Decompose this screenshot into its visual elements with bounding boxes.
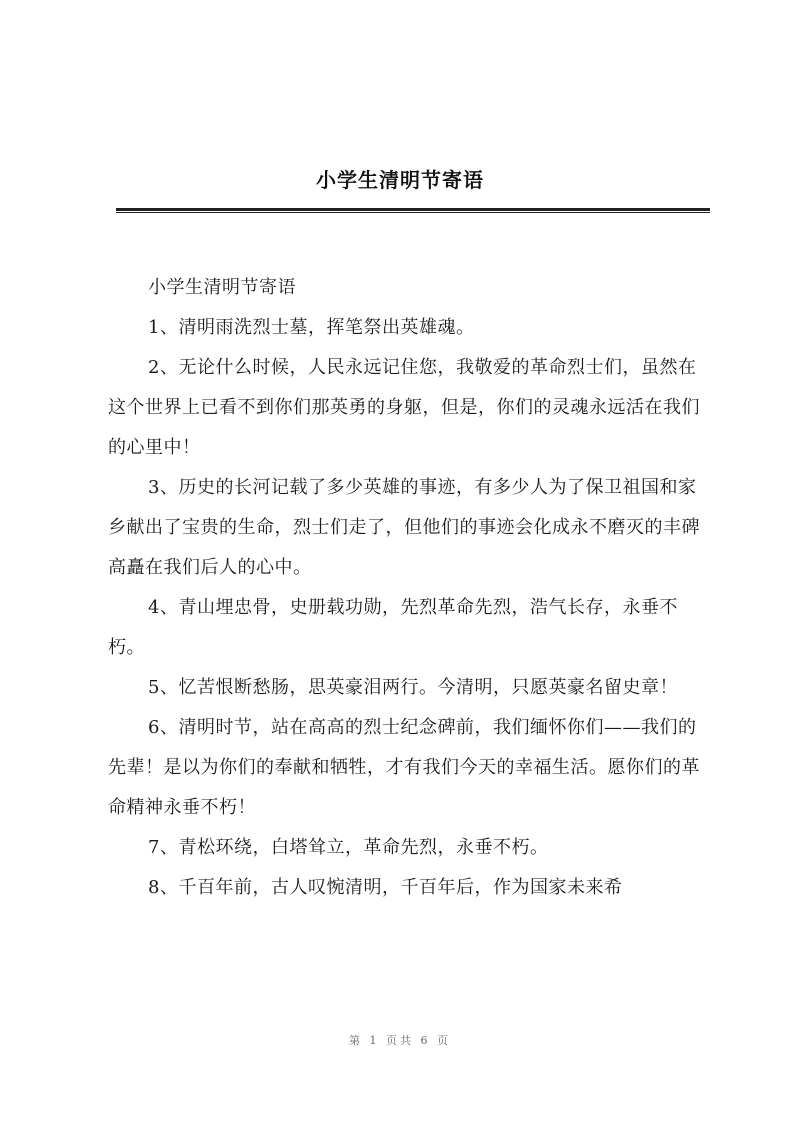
paragraph-5: 5、忆苦恨断愁肠，思英豪泪两行。今清明，只愿英豪名留史章！ bbox=[148, 677, 678, 698]
document-body bbox=[108, 268, 712, 908]
paragraph-3: 3、历史的长河记载了多少英雄的事迹，有多少人为了保卫祖国和家乡献出了宝贵的生命，烈士们走了，但他们的事迹会化成永不磨灭的丰碑高矗在我们后人的心中。 bbox=[108, 477, 700, 578]
paragraph-4: 4、青山埋忠骨，史册载功勋，先烈革命先烈，浩气长存，永垂不朽。 bbox=[108, 597, 678, 658]
title-divider bbox=[116, 208, 710, 213]
paragraph-7: 7、青松环绕，白塔耸立，革命先烈，永垂不朽。 bbox=[148, 837, 549, 858]
paragraph-8: 8、千百年前，古人叹惋清明，千百年后，作为国家未来希 bbox=[148, 877, 623, 898]
paragraph-6: 6、清明时节，站在高高的烈士纪念碑前，我们缅怀你们——我们的先辈！是以为你们的奉献和牺牲，才有我们今天的幸福生活。愿你们的革命精神永垂不朽！ bbox=[108, 717, 700, 818]
paragraph-heading: 小学生清明节寄语 bbox=[148, 277, 296, 298]
paragraph-2: 2、无论什么时候，人民永远记住您，我敬爱的革命烈士们，虽然在这个世界上已看不到你们那英勇的身躯，但是，你们的灵魂永远活在我们的心里中！ bbox=[108, 357, 700, 458]
paragraph-1: 1、清明雨洗烈士墓，挥笔祭出英雄魂。 bbox=[148, 317, 475, 338]
page-number-footer: 第 1 页共 6 页 bbox=[349, 1034, 451, 1047]
document-title: 小学生清明节寄语 bbox=[316, 168, 484, 192]
